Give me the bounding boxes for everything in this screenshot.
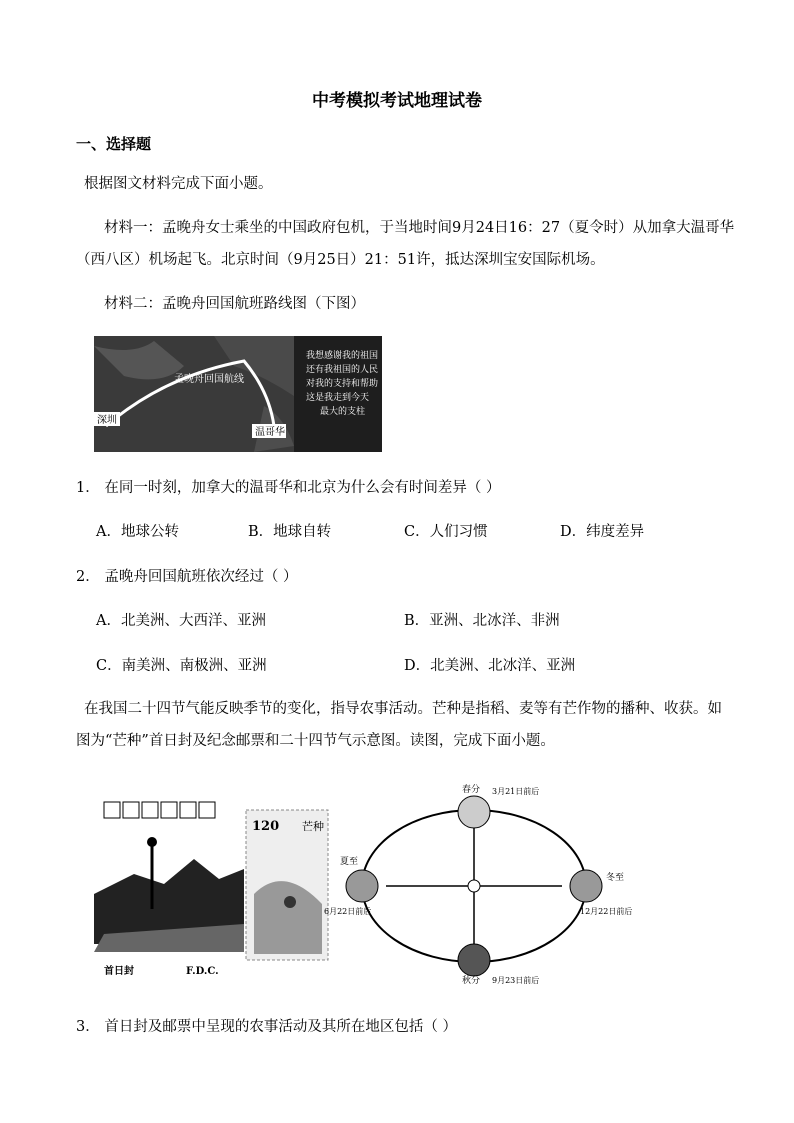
orbit-diagram [324, 784, 632, 984]
material-two: 材料二：孟晚舟回国航班路线图（下图） [104, 296, 365, 312]
quote-line-1: 我想感谢我的祖国 [306, 351, 379, 361]
stamp-name: 芒种 [302, 820, 324, 833]
question-1: 1． 在同一时刻，加拿大的温哥华和北京为什么会有时间差异（ ） [76, 480, 501, 496]
city-label-vancouver: 温哥华 [255, 427, 285, 438]
q1-option-a[interactable]: A．地球公转 [96, 524, 179, 540]
question-3: 3． 首日封及邮票中呈现的农事活动及其所在地区包括（ ） [76, 1019, 457, 1035]
intro-text: 根据图文材料完成下面小题。 [84, 176, 273, 192]
q2-option-d[interactable]: D．北美洲、北冰洋、亚洲 [404, 658, 576, 674]
term-spring-date: 3月21日前后 [492, 787, 540, 796]
quote-line-5: 最大的支柱 [320, 407, 366, 417]
q1-option-c[interactable]: C．人们习惯 [404, 524, 488, 540]
term-autumn: 秋分 [462, 976, 481, 984]
q2-option-c[interactable]: C．南美洲、南极洲、亚洲 [96, 658, 267, 674]
stamp-value: 120 [252, 819, 280, 834]
solar-terms-passage: 在我国二十四节气能反映季节的变化，指导农事活动。芒种是指稻、麦等有芒作物的播种、收获。如图为“芒种”首日封及纪念邮票和二十四节气示意图。读图，完成下面小题。 [76, 701, 722, 749]
solar-terms-figure [94, 784, 634, 984]
term-spring: 春分 [462, 785, 481, 795]
term-winter: 冬至 [606, 873, 625, 883]
fdc-english: F.D.C. [186, 966, 219, 977]
question-2: 2． 孟晚舟回国航班依次经过（ ） [76, 569, 298, 585]
term-autumn-date: 9月23日前后 [492, 976, 540, 984]
q1-option-b[interactable]: B．地球自转 [248, 524, 332, 540]
term-winter-date: 12月22日前后 [580, 907, 633, 916]
quote-line-3: 对我的支持和帮助 [306, 379, 379, 389]
q2-option-a[interactable]: A．北美洲、大西洋、亚洲 [96, 613, 266, 629]
commemorative-stamp [246, 810, 328, 960]
material-one: 材料一：孟晚舟女士乘坐的中国政府包机，于当地时间9月24日16：27（夏令时）从加拿大温哥华（西八区）机场起飞。北京时间（9月25日）21：51许，抵达深圳宝安国际机场。 [76, 220, 735, 268]
term-summer: 夏至 [340, 857, 359, 867]
page-title: 中考模拟考试地理试卷 [312, 91, 482, 111]
q1-option-d[interactable]: D．纬度差异 [560, 524, 645, 540]
quote-line-2: 还有我祖国的人民 [306, 365, 379, 375]
fdc-label: 首日封 [104, 966, 134, 977]
first-day-cover [94, 802, 244, 977]
term-summer-date: 6月22日前后 [324, 907, 372, 916]
q2-option-b[interactable]: B．亚洲、北冰洋、非洲 [404, 613, 560, 629]
route-label: 孟晚舟回国航线 [174, 374, 244, 385]
flight-route-map [94, 336, 382, 452]
section-heading: 一、选择题 [76, 135, 152, 153]
quote-line-4: 这是我走到今天 [306, 393, 370, 403]
city-label-shenzhen: 深圳 [97, 415, 117, 426]
